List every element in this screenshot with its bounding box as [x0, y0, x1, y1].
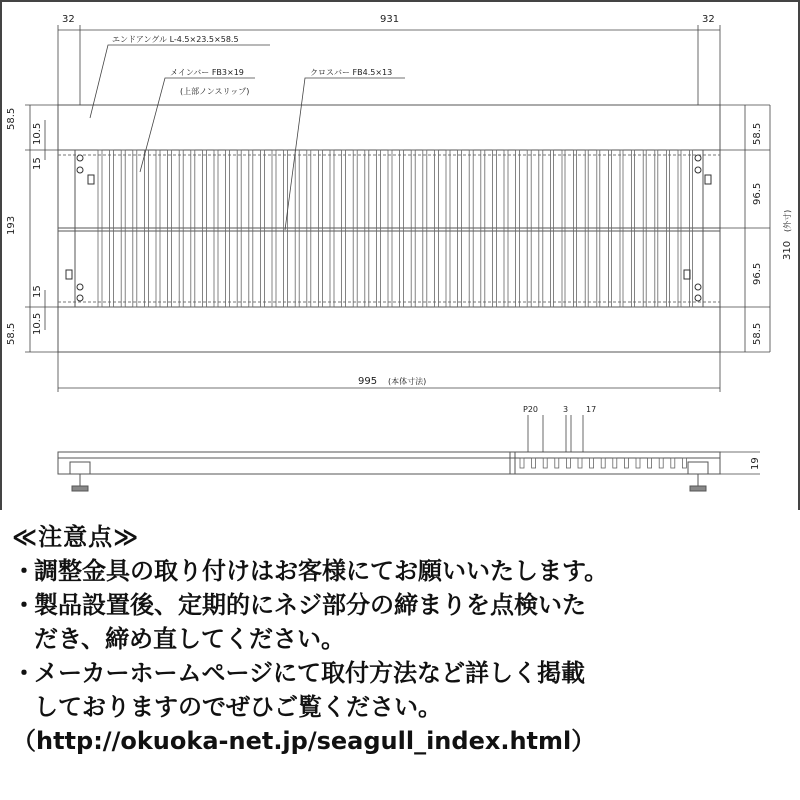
dim-right-top: 58.5	[752, 122, 763, 145]
note-item: ・調整金具の取り付けはお客様にてお願いいたします。	[12, 557, 609, 585]
dim-right-mid-lower: 96.5	[752, 262, 763, 285]
dim-right-bottom: 58.5	[752, 322, 763, 345]
dim-left-small-top: 15	[32, 157, 43, 170]
dim-total-length: 995	[358, 376, 378, 387]
dim-left-margin: 32	[62, 14, 75, 25]
dim-right-mid-upper: 96.5	[752, 182, 763, 205]
side-bar	[601, 458, 605, 468]
dim-side-p: P20	[523, 405, 539, 414]
side-bar	[671, 458, 675, 468]
side-bar	[659, 458, 663, 468]
dim-side-t: 3	[563, 405, 569, 414]
manufacturer-url[interactable]: （http://okuoka-net.jp/seagull_index.html）	[12, 727, 596, 755]
notes-title: ≪注意点≫	[12, 523, 140, 551]
dim-total-length-note: (本体寸法)	[388, 377, 427, 386]
note-item-cont: だき、締め直してください。	[34, 625, 346, 653]
label-cross-bar: クロスバー FB4.5×13	[310, 68, 393, 77]
label-end-angle: エンドアングル L-4.5×23.5×58.5	[112, 35, 239, 44]
dim-side-gap: 17	[586, 405, 597, 414]
side-bar	[520, 458, 524, 468]
notes-section	[12, 520, 792, 758]
dim-left-top: 58.5	[6, 107, 17, 130]
side-bar	[532, 458, 536, 468]
note-item: ・製品設置後、定期的にネジ部分の締まりを点検いた	[12, 591, 586, 619]
side-bar	[636, 458, 640, 468]
dim-left-bottom: 58.5	[6, 322, 17, 345]
dim-center-length: 931	[380, 14, 400, 25]
side-bar	[624, 458, 628, 468]
label-main-bar: メインバー FB3×19	[170, 68, 244, 77]
dim-right-total: 310	[782, 240, 793, 260]
side-bar	[613, 458, 617, 468]
side-bar	[590, 458, 594, 468]
label-main-bar-note: (上部ノンスリップ)	[180, 87, 250, 96]
dim-side-height: 19	[750, 457, 761, 470]
dim-right-margin: 32	[702, 14, 715, 25]
side-bars	[520, 458, 686, 468]
side-bar	[648, 458, 652, 468]
note-item: ・メーカーホームページにて取付方法など詳しく掲載	[12, 659, 586, 687]
side-bar	[555, 458, 559, 468]
dim-left-sub-top: 10.5	[32, 122, 43, 145]
side-bar	[543, 458, 547, 468]
dim-left-small-bottom: 15	[32, 285, 43, 298]
dim-right-total-note: (外寸)	[783, 209, 792, 232]
side-view	[58, 452, 720, 491]
side-bar	[566, 458, 570, 468]
dim-left-sub-bottom: 10.5	[32, 312, 43, 335]
side-bar	[682, 458, 686, 468]
dim-left-middle: 193	[6, 215, 17, 235]
note-item-cont: しておりますのでぜひご覧ください。	[34, 693, 442, 721]
side-bar	[578, 458, 582, 468]
